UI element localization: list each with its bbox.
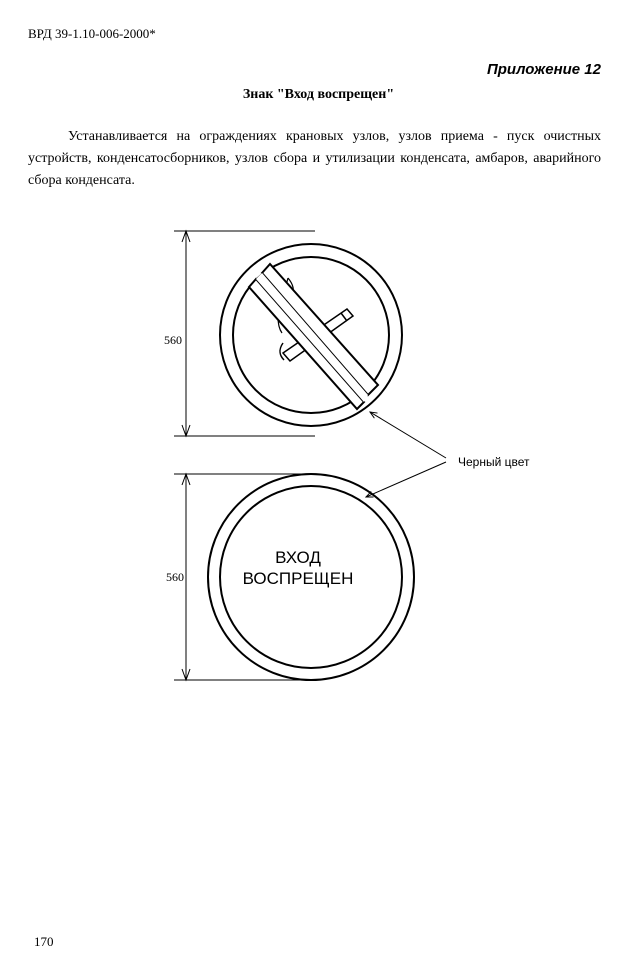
bottom-dimension-label: 560 bbox=[166, 570, 184, 584]
description-paragraph: Устанавливается на ограждениях крановых узлов, узлов приема - пуск очистных устройств, конденсатосборников, узлов сбора и утилизации конденсата, амбаров, аварийного сбора конденсата. bbox=[28, 129, 601, 188]
appendix-label: Приложение 12 bbox=[486, 61, 601, 78]
page-number: 170 bbox=[34, 934, 54, 949]
document-code: ВРД 39-1.10-006-2000* bbox=[28, 26, 156, 41]
sign-inscription bbox=[230, 547, 366, 589]
no-smoking-icon bbox=[220, 244, 402, 426]
color-callout-arrows bbox=[366, 412, 446, 497]
sign-inscription-line-1: ВХОД bbox=[275, 548, 321, 567]
sign-inscription-line-2: ВОСПРЕЩЕН bbox=[242, 569, 354, 588]
top-dimension-label: 560 bbox=[164, 333, 182, 347]
sign-title: Знак "Вход воспрещен" bbox=[242, 87, 395, 102]
color-callout-label: Черный цвет bbox=[458, 455, 530, 469]
